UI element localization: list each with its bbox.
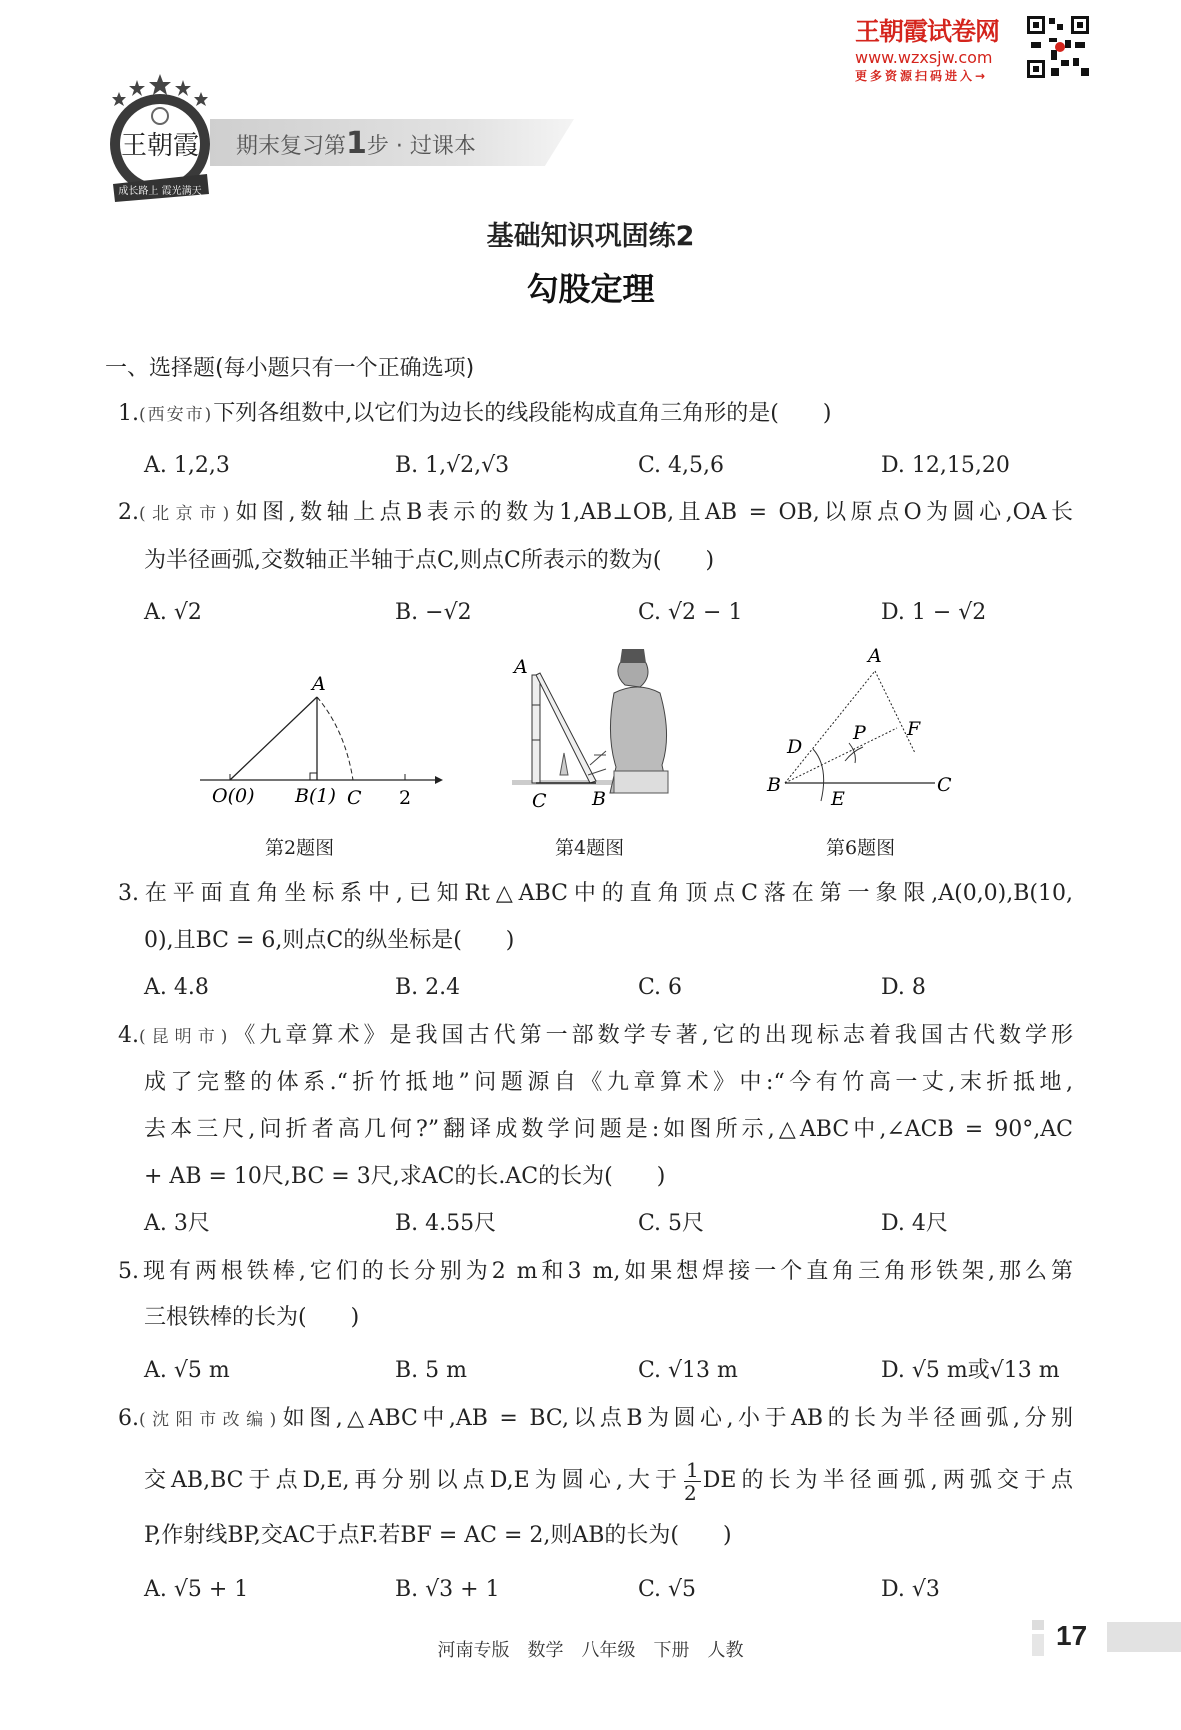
site-url[interactable]: www.wzxsjw.com [855,48,993,67]
option-b[interactable]: B. √3 + 1 [395,1577,500,1602]
page-number: 17 [1056,1620,1088,1651]
label-c: C [532,790,547,812]
label-b: B(1) [295,785,336,807]
question-6: 6.(沈阳市改编)如图,△ABC中,AB = BC,以点B为圆心,小于AB的长为半径画弧,分别 [118,1406,1073,1431]
figure-4-caption: 第4题图 [555,837,625,859]
svg-text:王朝霞: 王朝霞 [120,131,200,161]
figure-6-triangle-construction [765,643,955,813]
option-b[interactable]: B. 5 m [395,1358,468,1383]
exercise-title: 基础知识巩固练2 [486,221,695,252]
question-6-line: P,作射线BP,交AC于点F.若BF = AC = 2,则AB的长为( ) [144,1523,732,1548]
figure-6-caption: 第6题图 [826,837,896,859]
option-d[interactable]: D. 1 − √2 [881,600,987,625]
footer-edition: 河南专版 数学 八年级 下册 人教 [437,1640,744,1661]
fraction-one-half: $\frac{1}{2}$ [684,1457,699,1505]
question-3-line: 0),且BC = 6,则点C的纵坐标是( ) [144,928,515,953]
question-1: 1.(西安市)下列各组数中,以它们为边长的线段能构成直角三角形的是( ) [118,401,832,426]
option-c[interactable]: C. 4,5,6 [638,453,725,478]
qr-code-icon[interactable] [1025,14,1091,80]
site-more: 更多资源扫码进入→ [855,69,989,83]
topic-title: 勾股定理 [526,270,655,308]
option-d[interactable]: D. √5 m或√13 m [881,1358,1060,1383]
label-a: A [868,645,882,667]
option-a[interactable]: A. √2 [144,600,202,625]
option-b[interactable]: B. 2.4 [395,975,461,1000]
label-f: F [907,718,921,740]
label-c: C [347,787,362,809]
label-e: E [831,788,845,810]
option-c[interactable]: C. √13 m [638,1358,738,1383]
site-logo [855,12,999,84]
option-a[interactable]: A. 1,2,3 [144,453,230,478]
figure-2-number-line [195,660,445,820]
question-4: 4.(昆明市)《九章算术》是我国古代第一部数学专著,它的出现标志着我国古代数学形 [118,1023,1074,1048]
label-a: A [514,656,528,678]
option-d[interactable]: D. 8 [881,975,926,1000]
option-c[interactable]: C. 5尺 [638,1211,705,1236]
option-c[interactable]: C. √5 [638,1577,697,1602]
question-5: 5.现有两根铁棒,它们的长分别为2 m和3 m,如果想焊接一个直角三角形铁架,那么第 [118,1259,1073,1284]
svg-text:成长路上 霞光满天: 成长路上 霞光满天 [118,186,202,197]
section-heading: 一、选择题(每小题只有一个正确选项) [105,356,475,381]
question-4-line: + AB = 10尺,BC = 3尺,求AC的长.AC的长为( ) [144,1164,666,1189]
question-2: 2.(北京市)如图,数轴上点B表示的数为1,AB⊥OB,且AB = OB,以原点O为圆心,OA长 [118,500,1073,525]
chapter-banner-text: 期末复习第1步 · 过课本 [236,126,476,161]
label-d: D [787,736,803,758]
figure-4-bamboo-illustration [510,645,680,815]
figure-2-caption: 第2题图 [265,837,335,859]
option-c[interactable]: C. 6 [638,975,683,1000]
option-d[interactable]: D. √3 [881,1577,940,1602]
label-o: O(0) [212,785,255,807]
label-p: P [853,722,866,744]
option-b[interactable]: B. 1,√2,√3 [395,453,510,478]
label-b: B [767,774,781,796]
option-a[interactable]: A. 3尺 [144,1211,210,1236]
option-a[interactable]: A. 4.8 [144,975,209,1000]
option-a[interactable]: A. √5 m [144,1358,230,1383]
question-4-line: 去本三尺,问折者高几何?”翻译成数学问题是:如图所示,△ABC中,∠ACB = 90°,AC [144,1117,1073,1142]
option-c[interactable]: C. √2 − 1 [638,600,743,625]
question-6-line: 交AB,BC于点D,E,再分别以点D,E为圆心,大于 $\frac{1}{2}$ DE的长为半径画弧,两弧交于点 [144,1457,1073,1505]
page-number-block [1032,1620,1181,1660]
option-a[interactable]: A. √5 + 1 [144,1577,249,1602]
question-4-line: 成了完整的体系.“折竹抵地”问题源自《九章算术》中:“今有竹高一丈,末折抵地, [144,1070,1073,1095]
label-2: 2 [399,787,412,809]
option-b[interactable]: B. −√2 [395,600,472,625]
question-3: 3.在平面直角坐标系中,已知Rt△ABC中的直角顶点C落在第一象限,A(0,0),B(10, [118,881,1073,906]
question-5-line: 三根铁棒的长为( ) [144,1305,360,1330]
site-title: 王朝霞试卷网 [855,17,1000,46]
option-d[interactable]: D. 4尺 [881,1211,948,1236]
option-b[interactable]: B. 4.55尺 [395,1211,497,1236]
label-b: B [592,788,606,810]
option-d[interactable]: D. 12,15,20 [881,453,1010,478]
label-c: C [937,774,952,796]
brand-badge-logo [103,74,218,206]
question-2-line: 为半径画弧,交数轴正半轴于点C,则点C所表示的数为( ) [144,548,715,573]
label-a: A [312,673,326,695]
